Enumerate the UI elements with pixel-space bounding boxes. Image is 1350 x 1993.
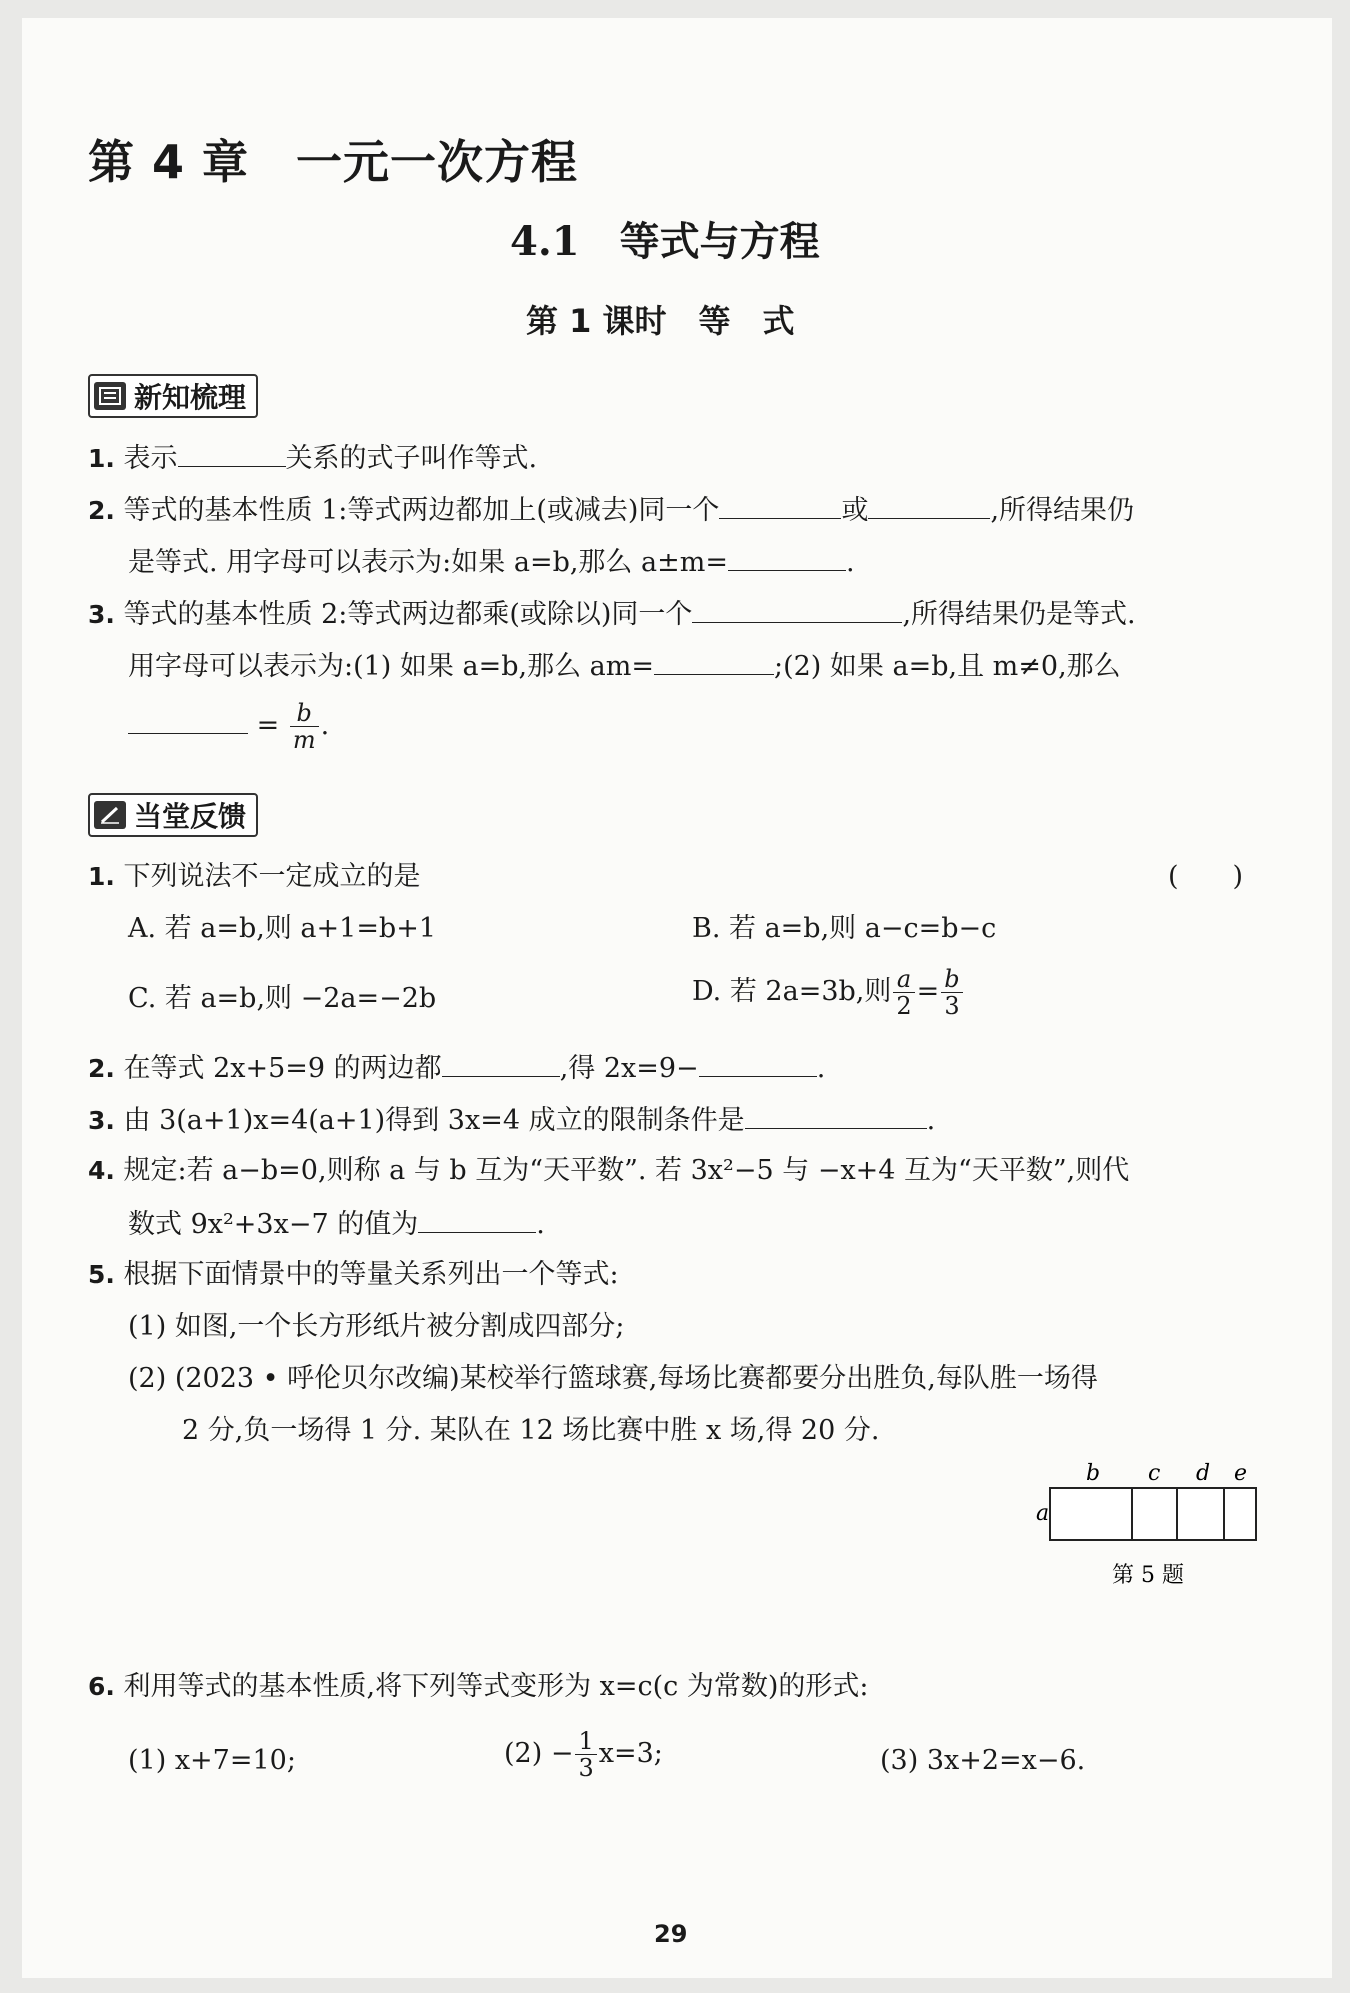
equals-sign: = (256, 710, 280, 741)
denominator: 3 (578, 1754, 594, 1782)
question-text: ,得 2x=9− (559, 1053, 699, 1084)
chapter-title: 第 4 章 一元一次方程 (88, 135, 579, 189)
new-knowledge-header (88, 374, 258, 418)
feedback-q6-part1: (1) x+7=10; (128, 1745, 296, 1776)
question-text: ;(2) 如果 a=b,且 m≠0,那么 (774, 651, 1121, 682)
question-text: 在等式 2x+5=9 的两边都 (123, 1053, 442, 1084)
figure-label-e: e (1234, 1461, 1248, 1486)
option-c[interactable]: C. 若 a=b,则 −2a=−2b (128, 983, 437, 1014)
question-text: 用字母可以表示为:(1) 如果 a=b,那么 am= (128, 651, 654, 682)
feedback-q6 (88, 1670, 869, 1704)
denominator: 2 (896, 992, 912, 1020)
fraction-a-over-2 (893, 966, 914, 1019)
question-text: 规定:若 a−b=0,则称 a 与 b 互为“天平数”. 若 3x²−5 与 −x+4 互为“天平数”,则代 (123, 1155, 1130, 1186)
feedback-q5 (88, 1258, 619, 1292)
knowledge-q3-line2 (128, 648, 1121, 684)
fraction-b-over-m (290, 700, 319, 753)
knowledge-q3 (88, 596, 1136, 632)
answer-blank[interactable] (745, 1102, 927, 1129)
question-number: 2. (88, 496, 115, 525)
feedback-q1 (88, 860, 421, 894)
lesson-title: 第 1 课时 等 式 (526, 302, 795, 340)
answer-blank[interactable] (442, 1050, 560, 1077)
option-a[interactable]: A. 若 a=b,则 a+1=b+1 (128, 913, 437, 944)
numerator: a (893, 966, 914, 993)
rectangle-figure (1030, 1460, 1270, 1590)
question-number: 2. (88, 1054, 115, 1083)
question-text: 利用等式的基本性质,将下列等式变形为 x=c(c 为常数)的形式: (123, 1671, 869, 1702)
answer-blank[interactable] (178, 440, 286, 467)
question-number: 6. (88, 1672, 115, 1701)
page-number: 29 (654, 1920, 688, 1948)
fraction-b-over-3 (941, 966, 962, 1019)
question-number: 4. (88, 1156, 115, 1185)
option-d[interactable] (692, 966, 965, 1019)
answer-blank[interactable] (868, 492, 990, 519)
class-feedback-header (88, 793, 258, 837)
answer-blank[interactable] (692, 596, 902, 623)
figure-label-d: d (1196, 1461, 1211, 1486)
question-text: 根据下面情景中的等量关系列出一个等式: (123, 1259, 619, 1290)
feedback-q2 (88, 1050, 825, 1086)
feedback-q6-part2 (504, 1728, 663, 1781)
question-text: 表示 (123, 443, 178, 474)
question-number: 3. (88, 600, 115, 629)
equals-sign: = (916, 976, 940, 1007)
numerator: b (941, 966, 962, 993)
answer-blank[interactable] (699, 1050, 817, 1077)
question-text: x=3; (598, 1738, 663, 1769)
question-text: 数式 9x²+3x−7 的值为 (128, 1209, 419, 1240)
question-text: 等式的基本性质 2:等式两边都乘(或除以)同一个 (123, 599, 693, 630)
knowledge-q3-line3 (128, 700, 329, 753)
feedback-q5-part1: (1) 如图,一个长方形纸片被分割成四部分; (128, 1311, 625, 1342)
feedback-q5-part2: (2) (2023 • 呼伦贝尔改编)某校举行篮球赛,每场比赛都要分出胜负,每队胜一场得 (128, 1363, 1098, 1394)
question-text: . (845, 547, 855, 578)
question-text: ,所得结果仍是等式. (902, 599, 1136, 630)
knowledge-q2-line2 (128, 544, 855, 580)
feedback-q5-part2-line2: 2 分,负一场得 1 分. 某队在 12 场比赛中胜 x 场,得 20 分. (182, 1415, 880, 1446)
new-knowledge-label: 新知梳理 (134, 381, 247, 414)
question-text: . (926, 1105, 936, 1136)
figure-label-a: a (1036, 1501, 1050, 1526)
question-number: 5. (88, 1260, 115, 1289)
answer-blank[interactable] (728, 544, 846, 571)
section-title: 4.1 等式与方程 (510, 218, 820, 265)
question-text: . (536, 1209, 545, 1240)
pencil-icon (94, 801, 126, 829)
question-text: 下列说法不一定成立的是 (123, 861, 421, 892)
period: . (320, 710, 330, 741)
answer-parentheses[interactable]: ( ) (1168, 861, 1244, 892)
question-text: 由 3(a+1)x=4(a+1)得到 3x=4 成立的限制条件是 (123, 1105, 745, 1136)
question-text: (2) − (504, 1738, 574, 1769)
answer-blank[interactable] (128, 707, 248, 734)
question-number: 1. (88, 444, 115, 473)
numerator: 1 (575, 1728, 596, 1755)
answer-blank[interactable] (418, 1206, 536, 1233)
feedback-q3 (88, 1102, 935, 1138)
question-number: 1. (88, 862, 115, 891)
book-icon (94, 382, 126, 410)
answer-blank[interactable] (719, 492, 841, 519)
feedback-q6-part3: (3) 3x+2=x−6. (880, 1745, 1086, 1776)
question-text: 等式的基本性质 1:等式两边都加上(或减去)同一个 (123, 495, 720, 526)
figure-outer-rect (1050, 1488, 1256, 1540)
question-text: 或 (841, 495, 869, 526)
option-b[interactable]: B. 若 a=b,则 a−c=b−c (692, 913, 997, 944)
numerator: b (290, 700, 319, 727)
option-text: D. 若 2a=3b,则 (692, 976, 892, 1007)
feedback-q4-line2 (128, 1206, 545, 1242)
question-text: . (816, 1053, 826, 1084)
figure-caption: 第 5 题 (1112, 1563, 1184, 1588)
class-feedback-label: 当堂反馈 (134, 800, 247, 833)
denominator: 3 (944, 992, 960, 1020)
feedback-q4 (88, 1154, 1129, 1188)
question-text: ,所得结果仍 (990, 495, 1135, 526)
knowledge-q1 (88, 440, 537, 476)
knowledge-q2 (88, 492, 1134, 528)
answer-blank[interactable] (654, 648, 774, 675)
fraction-1-over-3 (575, 1728, 596, 1781)
question-number: 3. (88, 1106, 115, 1135)
denominator: m (292, 726, 316, 754)
figure-label-c: c (1148, 1461, 1161, 1486)
figure-label-b: b (1086, 1461, 1101, 1486)
question-text: 关系的式子叫作等式. (285, 443, 538, 474)
question-text: 是等式. 用字母可以表示为:如果 a=b,那么 a±m= (128, 547, 728, 578)
